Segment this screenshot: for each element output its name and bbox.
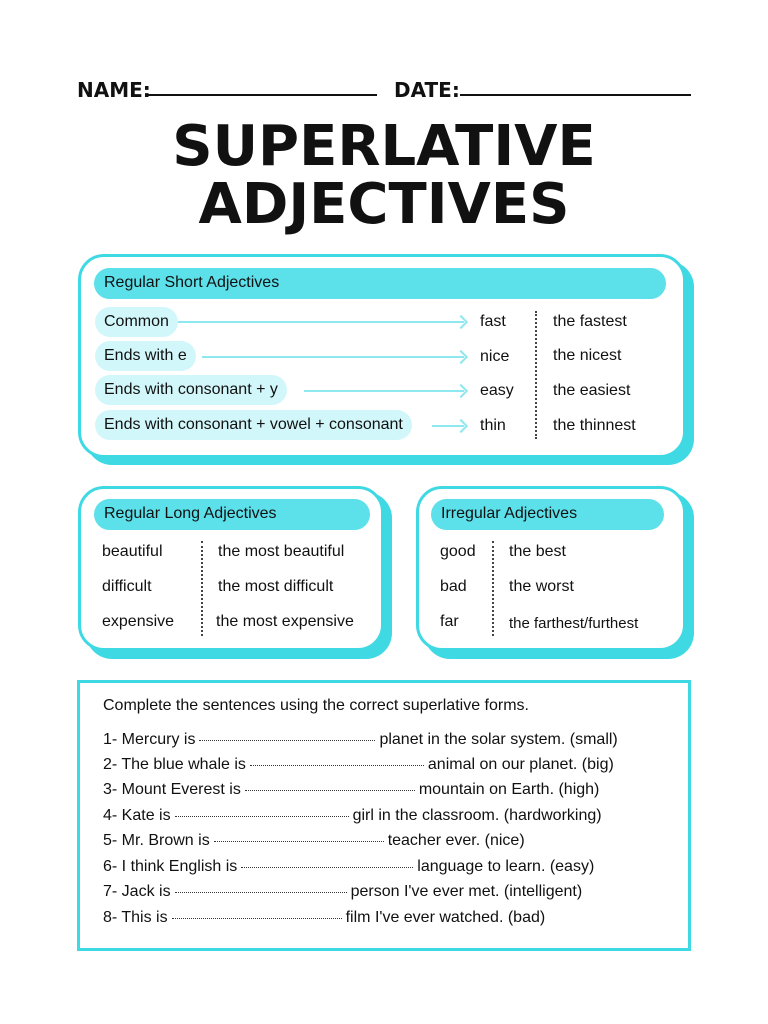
item-text: film I've ever watched. (bad) xyxy=(345,909,546,926)
short-super-nicest: the nicest xyxy=(553,347,622,364)
exercise-item xyxy=(103,729,618,751)
long-base-beautiful: beautiful xyxy=(102,543,163,560)
arrow-icon xyxy=(202,356,464,358)
item-text: mountain on Earth. (high) xyxy=(418,781,600,798)
date-label: DATE: xyxy=(394,78,460,102)
item-text: planet in the solar system. (small) xyxy=(379,731,618,748)
exercise-item xyxy=(103,830,525,852)
item-text: animal on our planet. (big) xyxy=(427,756,614,773)
short-super-easiest: the easiest xyxy=(553,382,631,399)
long-super-expensive: the most expensive xyxy=(216,613,354,630)
date-field[interactable] xyxy=(460,94,691,96)
item-text: 2- The blue whale is xyxy=(103,756,246,773)
item-text: teacher ever. (nice) xyxy=(387,832,525,849)
long-super-difficult: the most difficult xyxy=(218,578,334,595)
short-base-thin: thin xyxy=(480,417,506,434)
answer-blank[interactable] xyxy=(245,790,415,791)
exercise-item xyxy=(103,754,614,776)
answer-blank[interactable] xyxy=(250,765,424,766)
arrow-icon xyxy=(432,425,464,427)
page-title-line1: SUPERLATIVE xyxy=(172,114,596,179)
answer-blank[interactable] xyxy=(199,740,375,741)
long-base-expensive: expensive xyxy=(102,613,175,630)
item-text: 4- Kate is xyxy=(103,807,171,824)
short-base-fast: fast xyxy=(480,313,506,330)
rule-cvc: Ends with consonant + vowel + consonant xyxy=(95,410,412,440)
irregular-adjectives-heading: Irregular Adjectives xyxy=(431,499,664,530)
answer-blank[interactable] xyxy=(214,841,384,842)
short-base-easy: easy xyxy=(480,382,514,399)
short-adjectives-heading: Regular Short Adjectives xyxy=(94,268,666,299)
arrow-icon xyxy=(304,390,464,392)
arrow-icon xyxy=(178,321,464,323)
item-text: 1- Mercury is xyxy=(103,731,196,748)
irr-base-bad: bad xyxy=(440,578,467,595)
rule-ends-with-e: Ends with e xyxy=(95,341,196,371)
item-text: 3- Mount Everest is xyxy=(103,781,241,798)
item-text: 5- Mr. Brown is xyxy=(103,832,210,849)
irr-base-far: far xyxy=(440,613,459,630)
long-super-beautiful: the most beautiful xyxy=(218,543,345,560)
column-divider xyxy=(201,541,203,636)
rule-common: Common xyxy=(95,307,178,337)
irr-super-farthest: the farthest/furthest xyxy=(509,615,639,632)
item-text: 6- I think English is xyxy=(103,858,238,875)
item-text: person I've ever met. (intelligent) xyxy=(350,883,583,900)
item-text: girl in the classroom. (hardworking) xyxy=(352,807,602,824)
short-base-nice: nice xyxy=(480,348,510,365)
irr-super-best: the best xyxy=(509,543,566,560)
answer-blank[interactable] xyxy=(175,816,349,817)
short-super-thinnest: the thinnest xyxy=(553,417,636,434)
exercise-item xyxy=(103,881,582,903)
irr-super-worst: the worst xyxy=(509,578,574,595)
irr-base-good: good xyxy=(440,543,476,560)
exercise-item xyxy=(103,779,599,801)
exercise-item xyxy=(103,907,545,929)
item-text: 7- Jack is xyxy=(103,883,171,900)
answer-blank[interactable] xyxy=(172,918,342,919)
name-label: NAME: xyxy=(77,78,151,102)
item-text: 8- This is xyxy=(103,909,168,926)
answer-blank[interactable] xyxy=(241,867,413,868)
long-base-difficult: difficult xyxy=(102,578,152,595)
column-divider xyxy=(535,311,537,439)
long-adjectives-heading: Regular Long Adjectives xyxy=(94,499,370,530)
short-super-fastest: the fastest xyxy=(553,313,627,330)
name-field[interactable] xyxy=(146,94,377,96)
rule-consonant-y: Ends with consonant + y xyxy=(95,375,287,405)
column-divider xyxy=(492,541,494,636)
item-text: language to learn. (easy) xyxy=(417,858,595,875)
exercise-item xyxy=(103,805,602,827)
page-title-line2: ADJECTIVES xyxy=(198,172,570,237)
answer-blank[interactable] xyxy=(175,892,347,893)
exercise-item xyxy=(103,856,594,878)
exercise-instruction: Complete the sentences using the correct superlative forms. xyxy=(103,697,529,714)
